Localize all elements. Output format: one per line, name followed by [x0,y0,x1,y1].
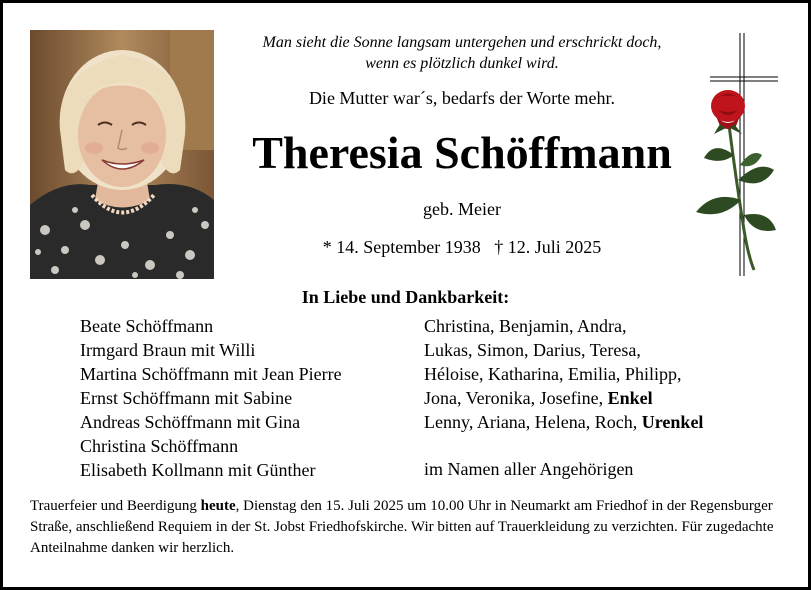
list-item: Héloise, Katharina, Emilia, Philipp, [424,364,682,384]
list-item: Elisabeth Kollmann mit Günther [80,460,316,480]
deceased-name: Theresia Schöffmann [252,127,672,178]
mourners-left-list [80,314,342,482]
maiden-name: geb. Meier [423,199,501,219]
on-behalf-text: im Namen aller Angehörigen [424,459,634,479]
quote-line-2: wenn es plötzlich dunkel wird. [365,55,559,72]
role-label-urenkel: Urenkel [641,412,704,432]
quote-line-1: Man sieht die Sonne langsam untergehen und erschrickt doch, [262,34,662,51]
list-item: Ernst Schöffmann mit Sabine [80,388,293,408]
subtitle: Die Mutter war´s, bedarfs der Worte mehr. [308,88,616,108]
grandchildren-list [424,314,703,434]
dedication-heading: In Liebe und Dankbarkeit: [301,287,510,307]
list-item: Martina Schöffmann mit Jean Pierre [80,364,342,384]
list-item: Jona, Veronika, Josefine, Enkel [424,388,653,408]
list-item: Christina Schöffmann [80,436,239,456]
list-item: Irmgard Braun mit Willi [80,340,256,360]
list-item: Christina, Benjamin, Andra, [424,316,627,336]
today-emphasis: heute [200,498,236,514]
list-item: Lenny, Ariana, Helena, Roch, Urenkel [424,412,704,432]
role-label-enkel: Enkel [607,388,653,408]
portrait-photo [30,30,214,279]
list-item: Lukas, Simon, Darius, Teresa, [424,340,641,360]
cross-with-rose-icon [674,30,784,280]
list-item: Andreas Schöffmann mit Gina [80,412,301,432]
life-dates: * 14. September 1938 † 12. Juli 2025 [322,237,602,257]
list-item: Beate Schöffmann [80,316,214,336]
memorial-quote [222,32,702,74]
funeral-notice-text: Trauerfeier und Beerdigung heute, Dienstag den 15. Juli 2025 um 10.00 Uhr in Neumarkt am Friedhof in der Regensburger Straße, anschließend Requiem in der St. Jobst Friedhofskirche. Wir bitten auf Trauerkleidung zu verzichten. Für zugedachte Anteilnahme danken wir herzlich. [30,498,774,556]
